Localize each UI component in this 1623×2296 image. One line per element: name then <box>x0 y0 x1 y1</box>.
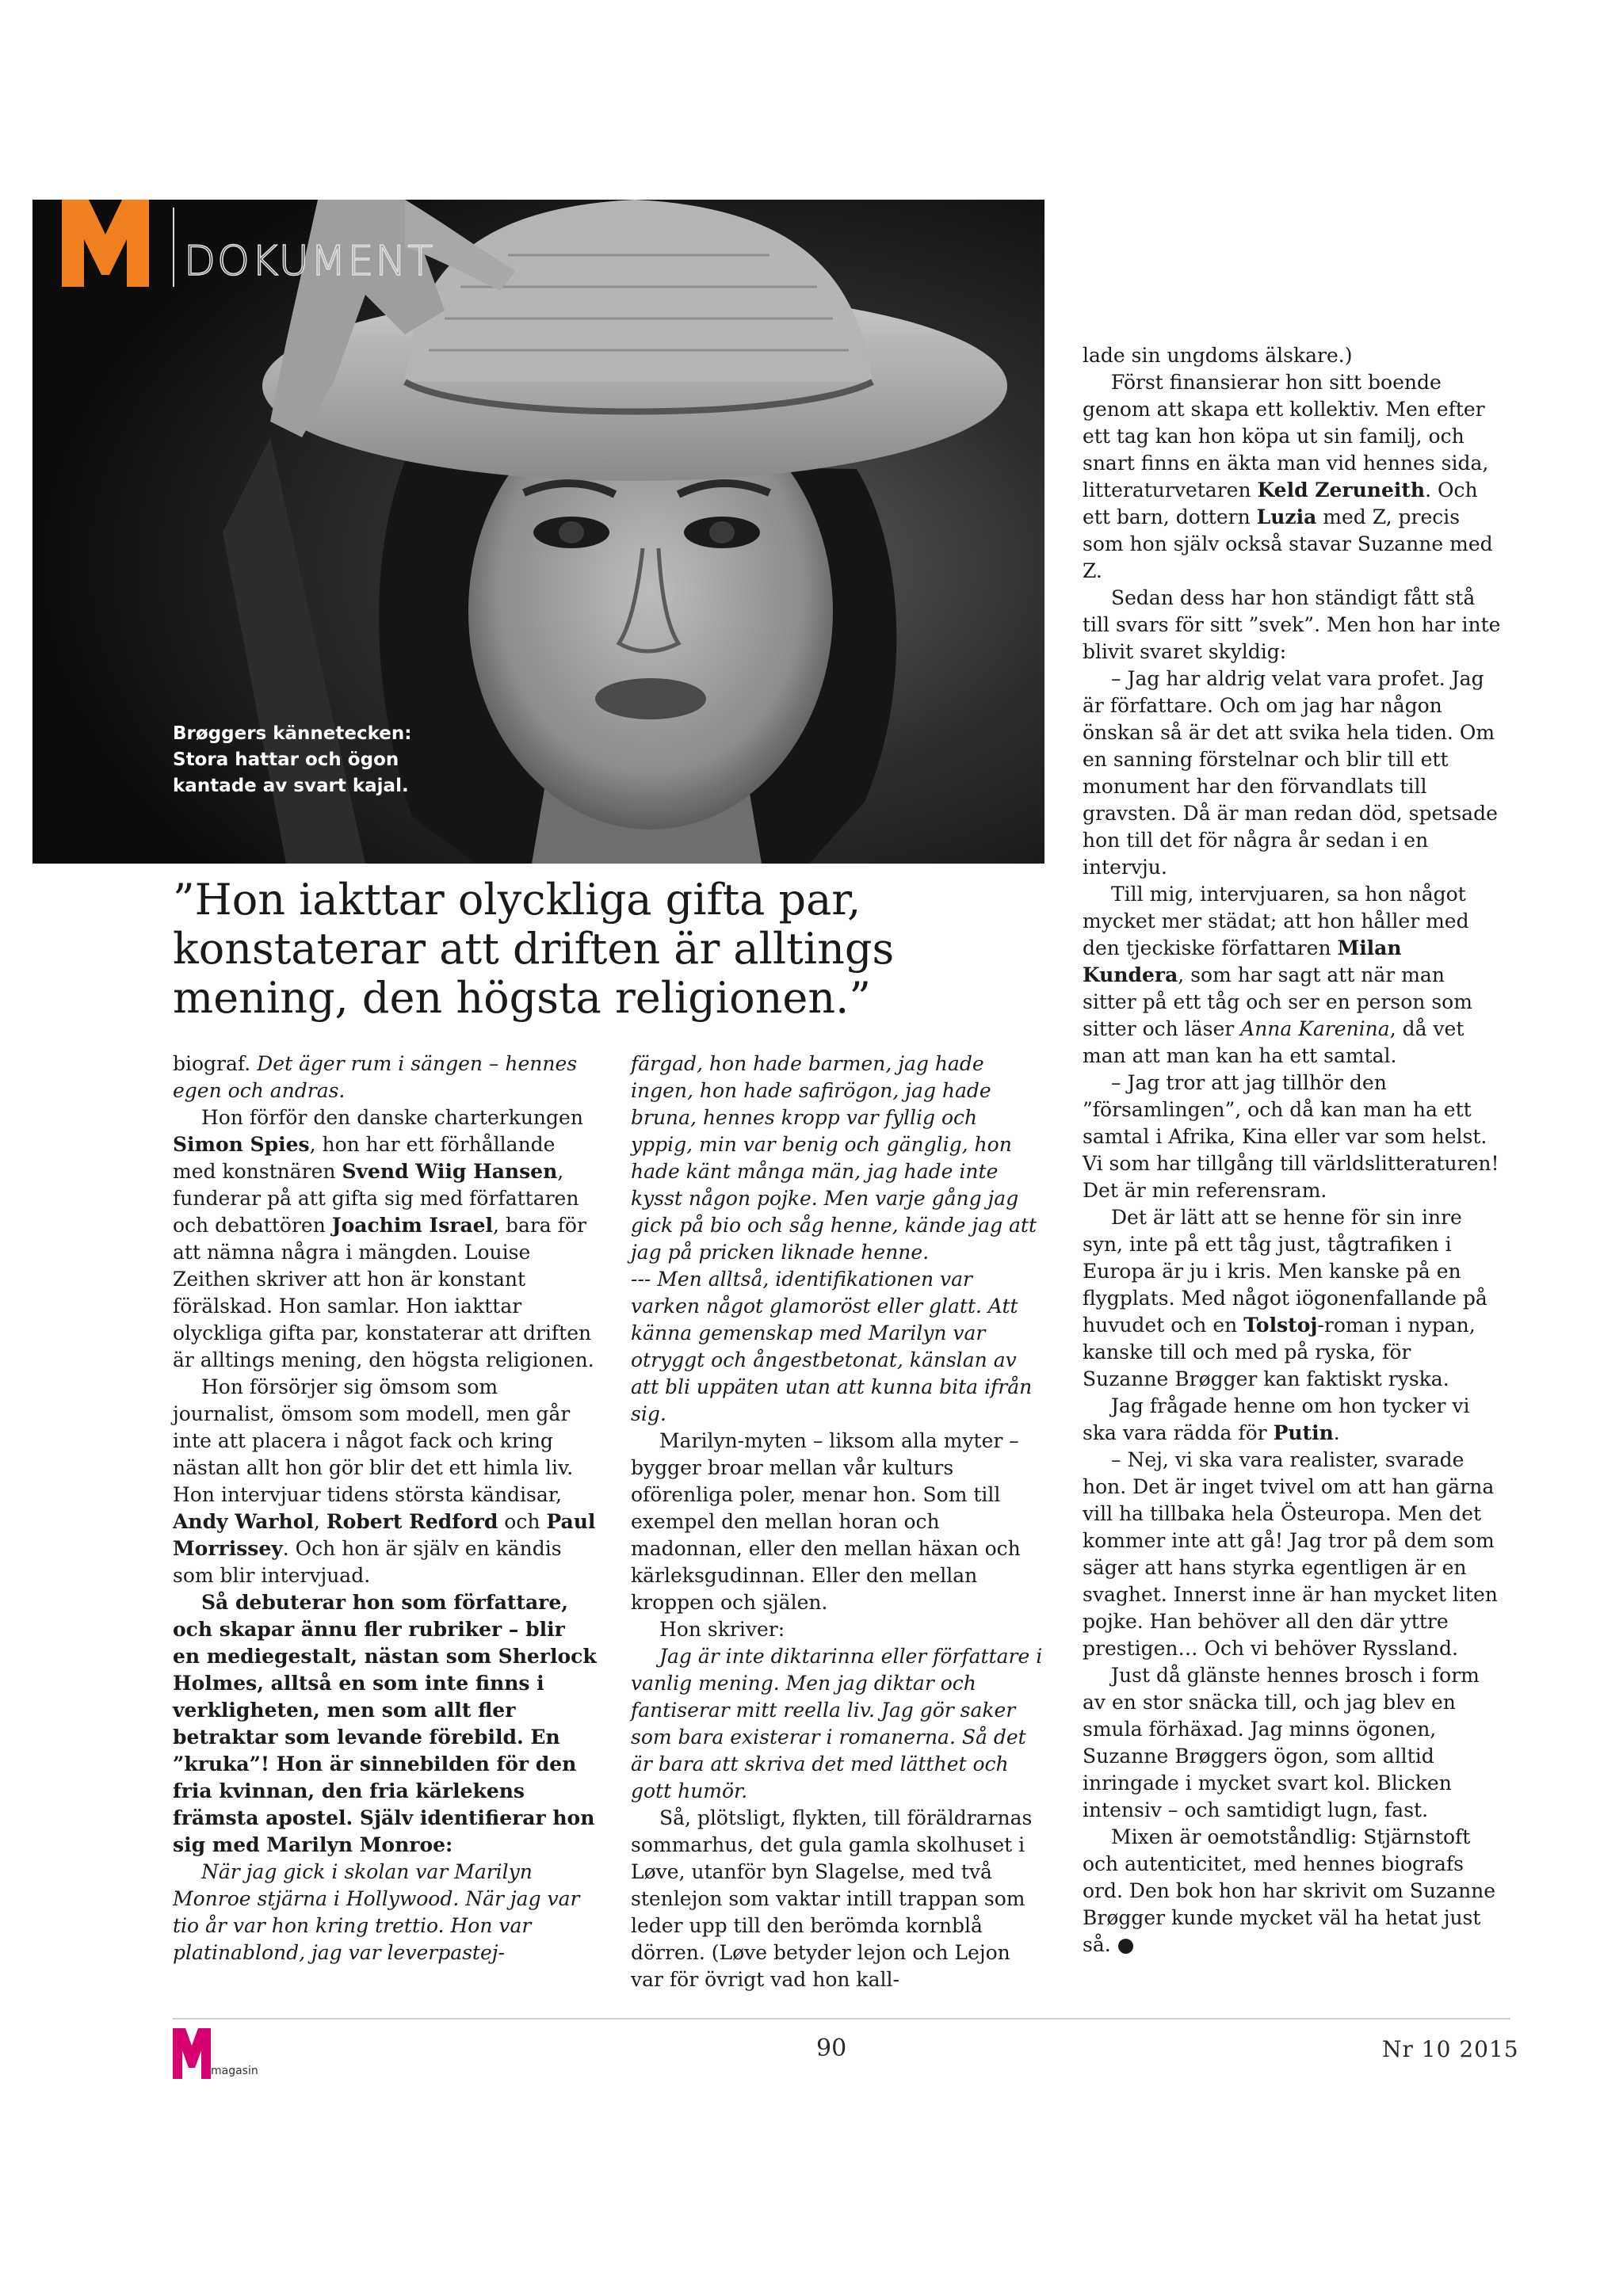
paragraph: Mixen är oemotståndlig: Stjärnstoft och autenticitet, med hennes biografs ord. Den bok hon har skrivit om Suzanne Brøgger kunde mycket väl ha hetat just så. ● <box>1083 1825 1496 1956</box>
paragraph: Hon försörjer sig ömsom som journalist, ömsom som modell, men går inte att placera i något fack och kring nästan allt hon gör blir det ett himla liv. Hon intervjuar tidens största kändisar, Andy Warhol, Robert Redford och Paul Morrissey. Och hon är själv en kändis som blir intervjuad. <box>173 1375 596 1587</box>
paragraph: – Jag har aldrig velat vara profet. Jag är författare. Och om jag har någon önskan så är det att svika hela tiden. Om en sanning förstelnar och blir till ett monument har den förvandlats till gravsten. Då är man redan död, spetsade hon till det för några år sedan i en intervju. <box>1083 667 1498 879</box>
paragraph: färgad, hon hade barmen, jag hade ingen, hon hade safirögon, jag hade bruna, hennes kropp var fyllig och yppig, min var benig och gänglig, hon hade känt många män, jag hade inte kysst någon pojke. Men varje gång jag gick på bio och såg henne, kände jag att jag på pricken liknade henne. <box>631 1052 1037 1264</box>
paragraph: Hon skriver: <box>659 1618 785 1641</box>
header-divider <box>173 208 174 287</box>
issue-number: Nr 10 2015 <box>1382 2036 1519 2062</box>
magasin-logo-text: magasin <box>211 2065 258 2077</box>
paragraph: Just då glänste hennes brosch i form av en stor snäcka till, och jag blev en smula förhäxad. Jag minns ögonen, Suzanne Brøggers ögon, som alltid inringade i mycket svart kol. Blicken intensiv – och samtidigt lugn, fast. <box>1083 1664 1480 1821</box>
article-column-1 <box>173 1051 598 1966</box>
magazine-logo-icon <box>62 200 149 287</box>
paragraph: lade sin ungdoms älskare.) <box>1083 344 1353 367</box>
footer-logo-m-shape <box>173 2028 211 2079</box>
section-label: DOKUMENT <box>184 238 435 285</box>
paragraph: När jag gick i skolan var Marilyn Monroe stjärna i Hollywood. När jag var tio år var hon kring trettio. Hon var platinablond, jag var leverpastej- <box>173 1860 580 1964</box>
article-column-2 <box>631 1051 1043 1993</box>
paragraph: --- Men alltså, identifikationen var varken något glamoröst eller glatt. Att känna gemenskap med Marilyn var otryggt och ångestbetonat, känslan av att bli uppäten utan att kunna bita ifrån sig. <box>631 1268 1033 1425</box>
paragraph: – Nej, vi ska vara realister, svarade hon. Det är inget tvivel om att han gärna vill ha tillbaka hela Östeuropa. Men det kommer inte att gå! Jag tror på dem som säger att hans styrka egentligen är en svaghet. Innerst inne är han mycket liten pojke. Han behöver all den där yttre prestigen… Och vi behöver Ryssland. <box>1083 1448 1498 1660</box>
paragraph: Jag frågade henne om hon tycker vi ska vara rädda för Putin. <box>1083 1394 1470 1444</box>
paragraph: Till mig, intervjuaren, sa hon något mycket mer städat; att hon håller med den tjeckiske författaren Milan Kundera, som har sagt att när man sitter på ett tåg och ser en person som sitter och läser Anna Karenina, då vet man att man kan ha ett samtal. <box>1083 883 1472 1067</box>
page-number: 90 <box>816 2035 847 2062</box>
paragraph: Hon förför den danske charterkungen Simon Spies, hon har ett förhållande med konstnären Svend Wiig Hansen, funderar på att gifta sig med författaren och debattören Joachim Israel, bara för att nämna några i mängden. Louise Zeithen skriver att hon är konstant förälskad. Hon samlar. Hon iakttar olyckliga gifta par, konstaterar att driften är alltings mening, den högsta religionen. <box>173 1106 594 1371</box>
logo-m-shape <box>62 200 149 287</box>
article-column-3 <box>1083 342 1503 1958</box>
paragraph: Sedan dess har hon ständigt fått stå till svars för sitt ”svek”. Men hon har inte blivit svaret skyldig: <box>1083 586 1501 663</box>
pull-quote: ”Hon iakttar olyckliga gifta par, konstaterar att driften är alltings mening, den högsta religionen.” <box>173 875 895 1023</box>
paragraph: – Jag tror att jag tillhör den ”församlingen”, och då kan man ha ett samtal i Afrika, Kina eller var som helst. Vi som har tillgång till världslitteraturen! Det är min referensram. <box>1083 1071 1499 1202</box>
photo-caption: Brøggers kännetecken: Stora hattar och ögon kantade av svart kajal. <box>173 723 412 796</box>
paragraph: Så, plötsligt, flykten, till föräldrarnas sommarhus, det gula gamla skolhuset i Løve, utanför byn Slagelse, med två stenlejon som vaktar intill trappan som leder upp till den berömda kornblå dörren. (Løve betyder lejon och Lejon var för övrigt vad hon kall- <box>631 1806 1033 1991</box>
paragraph: Först finansierar hon sitt boende genom att skapa ett kollektiv. Men efter ett tag kan hon köpa ut sin familj, och snart finns en äkta man vid hennes sida, litteraturvetaren Keld Zeruneith. Och ett barn, dottern Luzia med Z, precis som hon själv också stavar Suzanne med Z. <box>1083 371 1493 582</box>
paragraph: biograf. Det äger rum i sängen – hennes egen och andras. <box>173 1052 578 1102</box>
footer-rule <box>173 2018 1510 2019</box>
paragraph: Det är lätt att se henne för sin inre syn, inte på ett tåg just, tågtrafiken i Europa är ju i kris. Men kanske på en flygplats. Med något iögonenfallande på huvudet och en Tolstoj-roman i nypan, kanske till och med på ryska, för Suzanne Brøgger kan faktiskt ryska. <box>1083 1206 1487 1390</box>
paragraph: Så debuterar hon som författare, och skapar ännu fler rubriker – blir en mediegestalt, nästan som Sherlock Holmes, alltså en som inte finns i verkligheten, men som allt fler betraktar som levande förebild. En ”kruka”! Hon är sinnebilden för den fria kvinnan, den fria kärlekens främsta apostel. Själv identifierar hon sig med Marilyn Monroe: <box>173 1591 597 1856</box>
paragraph: Marilyn-myten – liksom alla myter – bygger broar mellan vår kulturs oförenliga poler, menar hon. Som till exempel den mellan horan och madonnan, eller den mellan häxan och kärleksgudinnan. Eller den mellan kroppen och själen. <box>631 1429 1021 1614</box>
paragraph: Jag är inte diktarinna eller författare i vanlig mening. Men jag diktar och fantiserar mitt reella liv. Jag gör saker som bara existerar i romanerna. Så det är bara att skriva det med lätthet och gott humör. <box>631 1645 1043 1802</box>
